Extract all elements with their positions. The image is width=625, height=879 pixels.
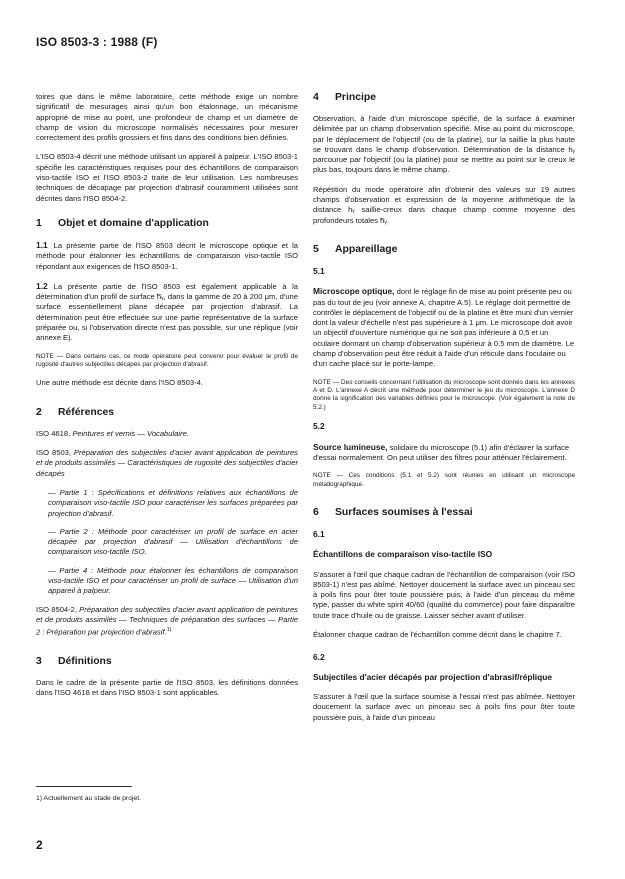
footnote-marker: 1) [166,627,172,634]
reference-part-4: — Partie 4 : Méthode pour étalonner les échantillons de comparaison viso-tactile ISO et pour caractériser un profil de surface — Utilisation d'un appareil à palpeur. [48,565,298,596]
section-1-heading [36,218,298,230]
section-4-number: 4 [313,92,319,103]
section-6-title: Surfaces soumises à l'essai [335,506,473,518]
section-4-title: Principe [335,92,376,103]
reference-2-code: ISO 8503, [36,448,71,458]
reference-1-code: ISO 4618, [36,428,71,438]
clause-1-1-number: 1.1 [36,239,48,250]
section-5-heading [313,244,575,256]
section-3-number: 3 [36,656,42,668]
section-4-paragraph-2: Répétition du mode opératoire afin d'obtenir des valeurs sur 19 autres champs d'observation et expression de la moyenne arithmétique de la distance hᵧ saillie-creux dans chaque champ comme moyenne des profondeurs totales h̅ᵧ. [313,184,575,225]
footnote: 1) Actuellement au stade de projet. [36,795,142,802]
section-2-number: 2 [36,406,42,418]
section-3-heading [36,656,298,668]
clause-5-1-title: Microscope optique, [313,286,395,297]
note-5-2: NOTE — Ces conditions (5.1 et 5.2) sont réunies en utilisant un microscope métallographique. [313,472,575,488]
clause-1-2-number: 1.2 [36,280,48,291]
intro-paragraph-2: L'ISO 8503-4 décrit une méthode utilisant un appareil à palpeur. L'ISO 8503-1 spécifie les caractéristiques requises pour des échantillons de comparaison viso-tactile ISO et l'ISO 8503-2 traite de leur utilisation. Les nombreuses techniques de décapage par projection d'abrasif couramment utilisées sont décrites dans l'ISO 8504-2. [36,152,298,203]
section-1-title: Objet et domaine d'application [58,217,209,229]
section-4-heading [313,92,575,104]
clause-1-1-text: La présente partie de l'ISO 8503 décrit le microscope optique et la méthode pour étalonner les échantillons de comparaison viso-tactile ISO répondant aux exigences de l'ISO 8503-1. [36,240,298,271]
clause-6-2-paragraph: S'assurer à l'œil que la surface soumise à l'essai n'est pas abîmée. Nettoyer doucement la surface avec un pinceau sec à poils fins pour ôter toute poussière puis, à l'aide d'un pinceau [313,691,575,722]
clause-6-1-number: 6.1 [313,528,325,539]
clause-6-2-title: Subjectiles d'acier décapés par projection d'abrasif/réplique [313,671,553,682]
left-column [36,92,298,708]
clause-6-1-paragraph-2: Étalonner chaque cadran de l'échantillon comme décrit dans le chapitre 7. [313,630,562,640]
reference-1-title: Peintures et vernis — Vocabulaire. [72,428,189,438]
section-5-number: 5 [313,243,319,255]
reference-part-1: — Partie 1 : Spécifications et définitions relatives aux échantillons de comparaison viso-tactile ISO pour caractériser les surfaces préparées par projection d'abrasif. [48,487,298,518]
clause-1-2 [36,281,298,344]
reference-part-2: — Partie 2 : Méthode pour caractériser un profil de surface en acier décapée par projection d'abrasif — Utilisation d'échantillons de comparaison viso-tactile ISO. [48,526,298,557]
section-6-heading [313,507,575,519]
clause-5-2-title: Source lumineuse, [313,441,388,452]
reference-2-title: Préparation des subjectiles d'acier avant application de peintures et de produits assimilés — Caractéristiques de rugosité des subjectiles d'acier décapés [36,448,298,478]
reference-iso-8504-2 [36,605,298,638]
clause-6-2-heading [313,652,575,663]
clause-5-1-number: 5.1 [313,265,325,276]
clause-5-2 [313,421,575,432]
clause-1-2-text: La présente partie de l'ISO 8503 est également applicable à la détermination d'un profil de surface h̅ᵧ, dans la gamme de 20 à 200 μm, d'une surface essentiellement plane décapée par projection d'abrasif. La détermination peut être effectuée sur une partie représentative de la surface préparée ou, si l'observation directe n'est pas possible, sur une réplique (voir annexe E). [36,281,298,343]
section-5-title: Appareillage [335,243,398,255]
clause-1-1 [36,240,298,272]
clause-5-2-number: 5.2 [313,421,325,432]
clause-6-1-title: Échantillons de comparaison viso-tactile ISO [313,549,493,560]
clause-6-2-number: 6.2 [313,652,325,663]
section-6-number: 6 [313,506,319,518]
page-number: 2 [36,838,43,852]
note-5-1: NOTE — Des conseils concernant l'utilisation du microscope sont donnés dans les annexes A et D. L'annexe A décrit une méthode pour déterminer le jeu du microscope. L'annexe D donne la signification des variables définies pour le microscope. (Voir également la note de 5.2.) [313,378,575,411]
section-2-heading [36,407,298,419]
section-3-text: Dans le cadre de la présente partie de l'ISO 8503, les définitions données dans l'ISO 4618 et dans l'ISO 8503-1 sont applicables. [36,678,298,698]
section-2-title: Références [58,406,115,418]
reference-3-title: Préparation des subjectiles d'acier avant application de peintures et de produits assimilés — Techniques de préparation des surfaces — Partie 2 : Préparation par projection d'abrasif. [36,604,298,637]
footnote-rule [36,786,132,787]
clause-5-2-text: solidaire du microscope (5.1) afin d'éclairer la surface d'essai normalement. On peut utiliser des filtres pour atténuer l'éclairement. [313,442,570,462]
section-1-number: 1 [36,217,42,229]
section-4-paragraph-1: Observation, à l'aide d'un microscope spécifié, de la surface à examiner délimitée par un champ d'observation spécifié. Mise au point du microscope, par le déplacement de l'objectif (ou de la platine), sur la saillie la plus haute se trouvant dans le champ d'observation. Détermination de la distance hᵧ parcourue par l'objectif (ou la platine) pour se mettre au point sur le creux le plus bas, toujours dans le même champ. [313,114,575,175]
reference-iso-4618 [36,429,298,439]
right-column [313,92,575,723]
reference-3-code: ISO 8504-2, [36,604,77,614]
clause-6-1-heading [313,529,575,540]
reference-iso-8503 [36,448,298,479]
document-reference: ISO 8503-3 : 1988 (F) [36,35,158,49]
clause-6-1-paragraph-1: S'assurer à l'œil que chaque cadran de l'échantillon de comparaison (voir ISO 8503-1) n'est pas abîmé. Nettoyer doucement la surface avec un pinceau sec à poils fins pour ôter toute poussière puis, à l'aide d'un pinceau du même type, passer du white spirit 40/60 (qualité du commerce) pour faire disparaître toute trace d'huile ou de graisse. Laisser sécher avant d'utiliser. [313,569,575,620]
section-3-title: Définitions [58,656,112,668]
clause-1-3: Une autre méthode est décrite dans l'ISO 8503-4. [36,378,203,388]
note-1: NOTE — Dans certains cas, ce mode opératoire peut convenir pour évaluer le profil de rugosité d'autres subjectiles décapés par projection d'abrasif. [36,352,298,369]
clause-5-1-text: dont le réglage fin de mise au point présente peu ou pas du tout de jeu (voir annexe A, chapitre A.5). Le réglage doit permettre de contrôler le déplacement de l'objectif ou de la platine et être muni d'un vernier dont la valeur d'échelle n'est pas supérieure à 1 μm. Le microscope doit avoir un objectif d'ouverture numérique qui ne soit pas inférieure à 0,5 et un oculaire donnant un champ d'observation supérieur à 0,5 mm de diamètre. Le champ d'observation peut être réduit à l'aide d'un réticule dans l'oculaire ou d'un cache placé sur le porte-lampe. [313,287,575,369]
clause-5-1 [313,266,575,277]
intro-paragraph-1: toires que dans le même laboratoire, cette méthode exige un nombre significatif de mesurages ainsi qu'un bon étalonnage, un mécanisme approprié de mise au point, une profondeur de champ et un diamètre de champ de vision du microscope normalisés nécessaires pour mesurer correctement des profils grossiers et fins dans des conditions bien définies. [36,92,298,143]
